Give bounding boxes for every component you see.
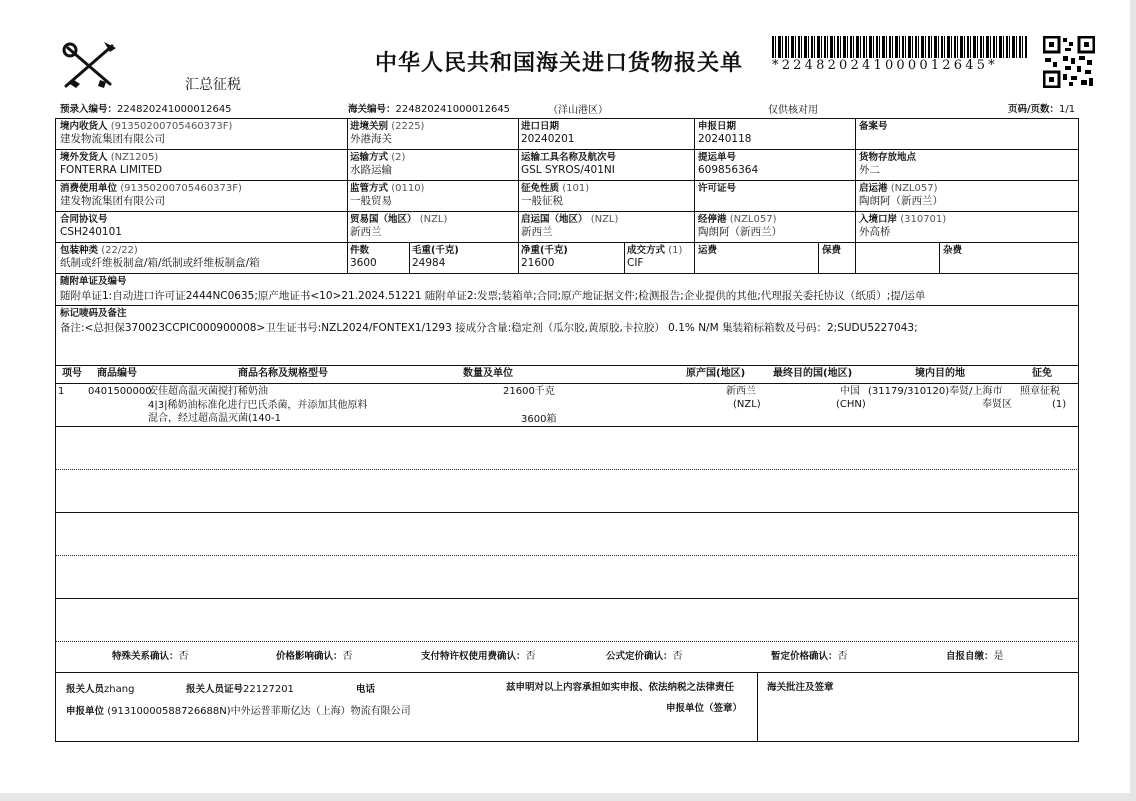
col-quantity: 数量及单位 xyxy=(463,368,513,379)
item-destination: 中国 xyxy=(840,386,860,397)
col-domestic-dest: 境内目的地 xyxy=(915,368,965,379)
field-code: (NZ1205) xyxy=(110,152,159,163)
field-code: (2225) xyxy=(391,121,425,132)
col-destination: 最终目的国(地区) xyxy=(773,368,853,379)
field-value: 20240118 xyxy=(698,133,752,145)
item-qty-boxes: 3600箱 xyxy=(521,414,557,425)
barcode-text: *224820241000012645* xyxy=(772,58,998,73)
field-value: 外二 xyxy=(859,164,880,176)
item-origin-code: (NZL) xyxy=(733,399,761,410)
row1-field-1 xyxy=(60,120,232,146)
field-label: 合同协议号 xyxy=(60,214,108,225)
field-value: 609856364 xyxy=(698,164,759,176)
field-label: 货物存放地点 xyxy=(859,152,917,163)
field-value: 新西兰 xyxy=(350,226,382,238)
field-label: 征免性质 xyxy=(521,183,560,194)
field-code: (0110) xyxy=(391,183,425,194)
field-label: 备案号 xyxy=(859,121,888,132)
field-code: (NZL) xyxy=(419,214,448,225)
confirm-item: 公式定价确认：否 xyxy=(606,651,683,662)
field-code: (91350200705460373F) xyxy=(110,121,233,132)
row1-field-2 xyxy=(350,120,424,146)
page-count: 页码/页数：1/1 xyxy=(1008,104,1076,115)
row2-field-2 xyxy=(350,151,405,177)
transaction-mode-cell: 成交方式 (1) CIF xyxy=(627,245,683,269)
item-tax-code: (1) xyxy=(1052,399,1067,410)
field-label: 启运国（地区） xyxy=(521,214,588,225)
row1-field-4 xyxy=(698,120,751,146)
package-type-cell: 包装种类 (22/22) 纸制或纤维板制盒/箱/纸制或纤维板制盒/箱 xyxy=(60,245,260,269)
col-commodity-name: 商品名称及规格型号 xyxy=(238,368,328,379)
page-edge-bottom xyxy=(0,793,1136,801)
field-value: 20240201 xyxy=(521,133,575,145)
field-value: FONTERRA LIMITED xyxy=(60,164,163,176)
field-label: 贸易国（地区） xyxy=(350,214,417,225)
item-name-line3: 混合，经过超高温灭菌(140-1 xyxy=(148,413,281,424)
row4-field-4 xyxy=(698,213,782,239)
field-label: 提运单号 xyxy=(698,152,737,163)
item-no: 1 xyxy=(58,386,65,397)
port-note: （洋山港区） xyxy=(548,105,608,116)
col-tax: 征免 xyxy=(1032,368,1052,379)
field-code: (91350200705460373F) xyxy=(120,183,242,194)
qr-code-icon xyxy=(1043,36,1095,88)
field-label: 运输工具名称及航次号 xyxy=(521,152,617,163)
item-qty-kg: 21600千克 xyxy=(503,386,555,397)
field-value: 建发物流集团有限公司 xyxy=(60,195,165,207)
page-title: 中华人民共和国海关进口货物报关单 xyxy=(375,51,744,76)
field-label: 许可证号 xyxy=(698,183,737,194)
field-label: 进口日期 xyxy=(521,121,560,132)
row4-field-2 xyxy=(350,213,447,239)
col-item-no: 项号 xyxy=(62,368,82,379)
row4-field-1 xyxy=(60,213,122,239)
net-weight-cell: 净重(千克) 21600 xyxy=(521,245,568,269)
field-label: 申报日期 xyxy=(698,121,737,132)
field-label: 启运港 xyxy=(859,183,888,194)
col-origin: 原产国(地区) xyxy=(686,368,746,379)
field-label: 消费使用单位 xyxy=(60,183,118,194)
confirm-item: 暂定价格确认：否 xyxy=(771,651,848,662)
row2-field-4 xyxy=(698,151,758,177)
field-code: (NZL057) xyxy=(890,183,938,194)
item-domestic-district: 奉贤区 xyxy=(982,399,1012,410)
field-label: 监管方式 xyxy=(350,183,389,194)
item-destination-code: (CHN) xyxy=(836,399,866,410)
item-code: 0401500000 xyxy=(88,386,152,397)
field-label: 经停港 xyxy=(698,214,727,225)
field-value: 陶朗阿（新西兰） xyxy=(698,226,782,238)
field-label: 入境口岸 xyxy=(859,214,898,225)
field-code: (2) xyxy=(391,152,406,163)
field-value: GSL SYROS/401NI xyxy=(521,164,615,176)
declaration-statement: 兹申明对以上内容承担如实申报、依法纳税之法律责任 xyxy=(506,682,735,693)
field-value: 陶朗阿（新西兰） xyxy=(859,195,943,207)
declarant-cert: 报关人员证号22127201 xyxy=(186,684,294,695)
field-label: 境内收货人 xyxy=(60,121,108,132)
row1-field-5 xyxy=(859,120,888,133)
package-count-cell: 件数 3600 xyxy=(350,245,377,269)
row3-field-2 xyxy=(350,182,424,208)
row3-field-5 xyxy=(859,182,943,208)
row3-field-4 xyxy=(698,182,736,195)
customs-number: 海关编号：224820241000012645 xyxy=(348,104,511,115)
confirm-item: 特殊关系确认：否 xyxy=(112,651,189,662)
insurance-cell: 保费 xyxy=(822,245,842,256)
field-value: 一般征税 xyxy=(521,195,563,207)
item-name-line2: 4|3|稀奶油标准化进行巴氏杀菌，并添加其他原料 xyxy=(148,400,368,411)
row2-field-3 xyxy=(521,151,616,177)
freight-cell: 运费 xyxy=(698,245,718,256)
confirm-item: 价格影响确认：否 xyxy=(276,651,353,662)
row2-field-1 xyxy=(60,151,162,177)
field-value: 水路运输 xyxy=(350,164,392,176)
customs-remarks: 海关批注及签章 xyxy=(767,682,834,693)
field-label: 境外发货人 xyxy=(60,152,108,163)
field-code: (NZL) xyxy=(590,214,619,225)
attached-documents: 随附单证及编号 随附单证1:自动进口许可证2444NC0635;原产地证书<10>21.2024.51221 随附单证2:发票;装箱单;合同;原产地证据文件;检测报告;企业提供的其他;代理报关委托协议（纸质）;提/运单 xyxy=(60,276,926,302)
item-name-line1: 安佳超高温灭菌搅打稀奶油 xyxy=(148,386,268,397)
field-code: (310701) xyxy=(900,214,947,225)
row3-field-3 xyxy=(521,182,589,208)
row4-field-3 xyxy=(521,213,618,239)
declarant: 报关人员zhang xyxy=(66,684,135,695)
gross-weight-cell: 毛重(千克) 24984 xyxy=(412,245,459,269)
declaring-unit: 申报单位 (91310000588726688N)中外运普菲斯亿达（上海）物流有限公司 xyxy=(66,706,411,717)
field-label: 运输方式 xyxy=(350,152,389,163)
field-code: (NZL057) xyxy=(729,214,777,225)
field-value: 外高桥 xyxy=(859,226,891,238)
phone: 电话 xyxy=(356,684,376,695)
field-label: 进境关别 xyxy=(350,121,389,132)
item-domestic-dest: (31179/310120)奉贤/上海市 xyxy=(868,386,1003,397)
barcode xyxy=(772,36,1027,58)
item-tax: 照章征税 xyxy=(1020,386,1060,397)
field-value: CSH240101 xyxy=(60,226,122,238)
row3-field-1 xyxy=(60,182,242,208)
confirm-item: 自报自缴：是 xyxy=(946,651,1004,662)
row1-field-3 xyxy=(521,120,574,146)
subtitle: 汇总征税 xyxy=(185,77,241,93)
check-note: 仅供核对用 xyxy=(768,105,818,116)
confirm-item: 支付特许权使用费确认：否 xyxy=(421,651,536,662)
field-value: 新西兰 xyxy=(521,226,553,238)
col-commodity-code: 商品编号 xyxy=(97,368,137,379)
customs-emblem-icon xyxy=(60,40,122,92)
field-value: 外港海关 xyxy=(350,133,392,145)
page-edge xyxy=(1130,0,1136,801)
misc-fee-cell: 杂费 xyxy=(943,245,963,256)
pre-entry-number: 预录入编号：224820241000012645 xyxy=(60,104,232,115)
row4-field-5 xyxy=(859,213,946,239)
unit-seal: 申报单位（签章） xyxy=(666,703,743,714)
field-value: 一般贸易 xyxy=(350,195,392,207)
marks-remarks: 标记唛码及备注 备注:<总担保370023CCPIC000900008>卫生证书号:NZL2024/FONTEX1/1293 接成分含量:稳定剂（瓜尔胶,黄原胶,卡拉胶） 0.1% N/M 集装箱标箱数及号码：2;SUDU5227043; xyxy=(60,308,918,334)
row2-field-5 xyxy=(859,151,916,177)
item-origin: 新西兰 xyxy=(726,386,756,397)
field-value: 建发物流集团有限公司 xyxy=(60,133,165,145)
field-code: (101) xyxy=(562,183,590,194)
